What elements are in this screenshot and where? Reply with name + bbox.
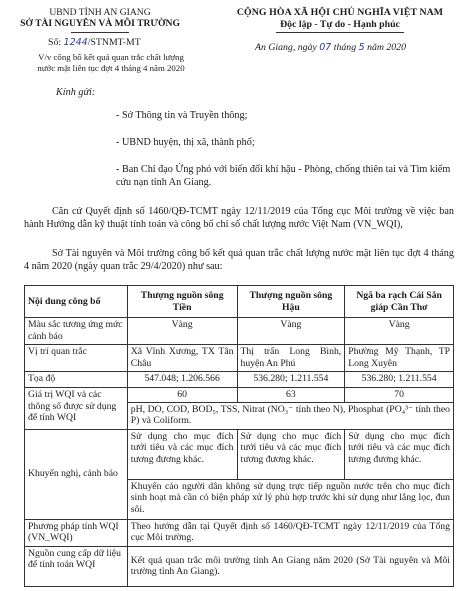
recipient-1: - Sở Thông tin và Truyền thông; [116, 110, 248, 121]
table-row [25, 519, 454, 546]
coordinate-cell: 536.280; 1.211.554 [345, 372, 454, 388]
table-row [25, 429, 454, 479]
warning-color: Vàng [127, 318, 237, 345]
header-cai-san: Ngã ba rạch Cái Sắn giáp Cần Thơ [345, 286, 454, 318]
advice-note: Khuyến cáo người dân không sử dụng trực tiếp nguồn nước trên cho mục đích sinh hoạt mà cần có biện pháp xử lý phù hợp trước khi sử dụng như lắng lọc, đun sôi. [127, 479, 453, 519]
coordinate-cell: 536.280; 1.211.554 [237, 372, 345, 388]
parent-org: UBND TỈNH AN GIANG [49, 7, 151, 18]
handwritten-month: 5 [358, 42, 365, 53]
wqi-value: 63 [237, 388, 345, 403]
row-label: Giá trị WQI và các thông số được sử dụng để tính WQI [25, 388, 128, 430]
row-label: Phương pháp tính WQI (VN_WQI) [25, 519, 128, 546]
method-cell: Theo hướng dẫn tại Quyết định số 1460/QĐ-TCMT ngày 12/11/2019 của Tổng cục Môi trường. [127, 519, 453, 546]
row-label: Màu sắc tương ứng mức cảnh báo [25, 318, 128, 345]
motto: Độc lập - Tự do - Hạnh phúc [280, 19, 400, 30]
warning-color: Vàng [345, 318, 454, 345]
location-cell: Thị trấn Long Bình, huyện An Phú [237, 345, 345, 372]
monitoring-results-table [24, 285, 454, 587]
advice-cell: Sử dụng cho mục đích tưới tiêu và các mục đích tương đương khác. [127, 429, 237, 479]
location-cell: Xã Vĩnh Xương, TX Tân Châu [127, 345, 237, 372]
header-content: Nội dung công bố [25, 286, 128, 318]
recipient-2: - UBND huyện, thị xã, thành phố; [116, 137, 255, 148]
national-motto [220, 7, 460, 33]
salutation: Kính gửi: [56, 87, 96, 98]
document-number: Số: 1244/STNMT-MT [48, 37, 141, 48]
announcement-paragraph: Sở Tài nguyên và Môi trường công bố kết quả quan trắc chất lượng nước mặt liên tục đợt 4 tháng 4 năm 2020 (ngày quan trắc 29/4/2020) như sau: [24, 248, 454, 272]
location-cell: Phường Mỹ Thạnh, TP Long Xuyên [345, 345, 454, 372]
table-row [25, 372, 454, 388]
table-row [25, 318, 454, 345]
row-label: Khuyến nghị, cảnh báo [25, 429, 128, 519]
motto-divider [276, 32, 404, 33]
recipient-3: - Ban Chỉ đạo Ứng phó với biến đổi khí hậu - Phòng, chống thiên tai và Tìm kiếm cứu nạn tỉnh An Giang. [116, 164, 451, 188]
issuing-department: SỞ TÀI NGUYÊN VÀ MÔI TRƯỜNG [20, 18, 180, 29]
table-row [25, 388, 454, 403]
row-label: Nguồn cung cấp dữ liệu để tính toán WQI [25, 546, 128, 586]
header-divider [71, 32, 129, 33]
table-header-row [25, 286, 454, 318]
legal-basis-paragraph: Căn cứ Quyết định số 1460/QĐ-TCMT ngày 12/11/2019 của Tổng cục Môi trường về việc ban hành Hướng dẫn kỹ thuật tính toán và công bố chỉ số chất lượng nước Việt Nam (VN_WQI), [24, 206, 454, 230]
header-tien-river: Thượng nguồn sông Tiền [127, 286, 237, 318]
agency-header [10, 7, 190, 33]
advice-cell: Sử dụng cho mục đích tưới tiêu và các mục đích tương đương khác. [237, 429, 345, 479]
warning-color: Vàng [237, 318, 345, 345]
row-label: Tọa độ [25, 372, 128, 388]
wqi-value: 70 [345, 388, 454, 403]
handwritten-number: 1244 [63, 37, 88, 48]
coordinate-cell: 547.048; 1.206.566 [127, 372, 237, 388]
wqi-parameters: pH, DO, COD, BOD₅, TSS, Nitrat (NO₃⁻ tính theo N), Phosphat (PO₄³⁻ tính theo P) và Coliform. [127, 402, 453, 429]
advice-cell: Sử dụng cho mục đích tưới tiêu và các mục đích tương đương khác. [345, 429, 454, 479]
issue-date: An Giang, ngày 07 tháng 5 năm 2020 [255, 42, 406, 53]
row-label: Vị trí quan trắc [25, 345, 128, 372]
header-hau-river: Thượng nguồn sông Hậu [237, 286, 345, 318]
document-subject: V/v công bố kết quả quan trắc chất lượng nước mặt liên tục đợt 4 tháng 4 năm 2020 [37, 52, 185, 73]
table-row [25, 546, 454, 586]
source-cell: Kết quả quan trắc môi trường tỉnh An Giang năm 2020 (Sở Tài nguyên và Môi trường tỉnh An Giang). [127, 546, 453, 586]
handwritten-day: 07 [319, 42, 332, 53]
country-name: CỘNG HÒA XÃ HỘI CHỦ NGHĨA VIỆT NAM [236, 7, 444, 18]
wqi-value: 60 [127, 388, 237, 403]
table-row [25, 345, 454, 372]
